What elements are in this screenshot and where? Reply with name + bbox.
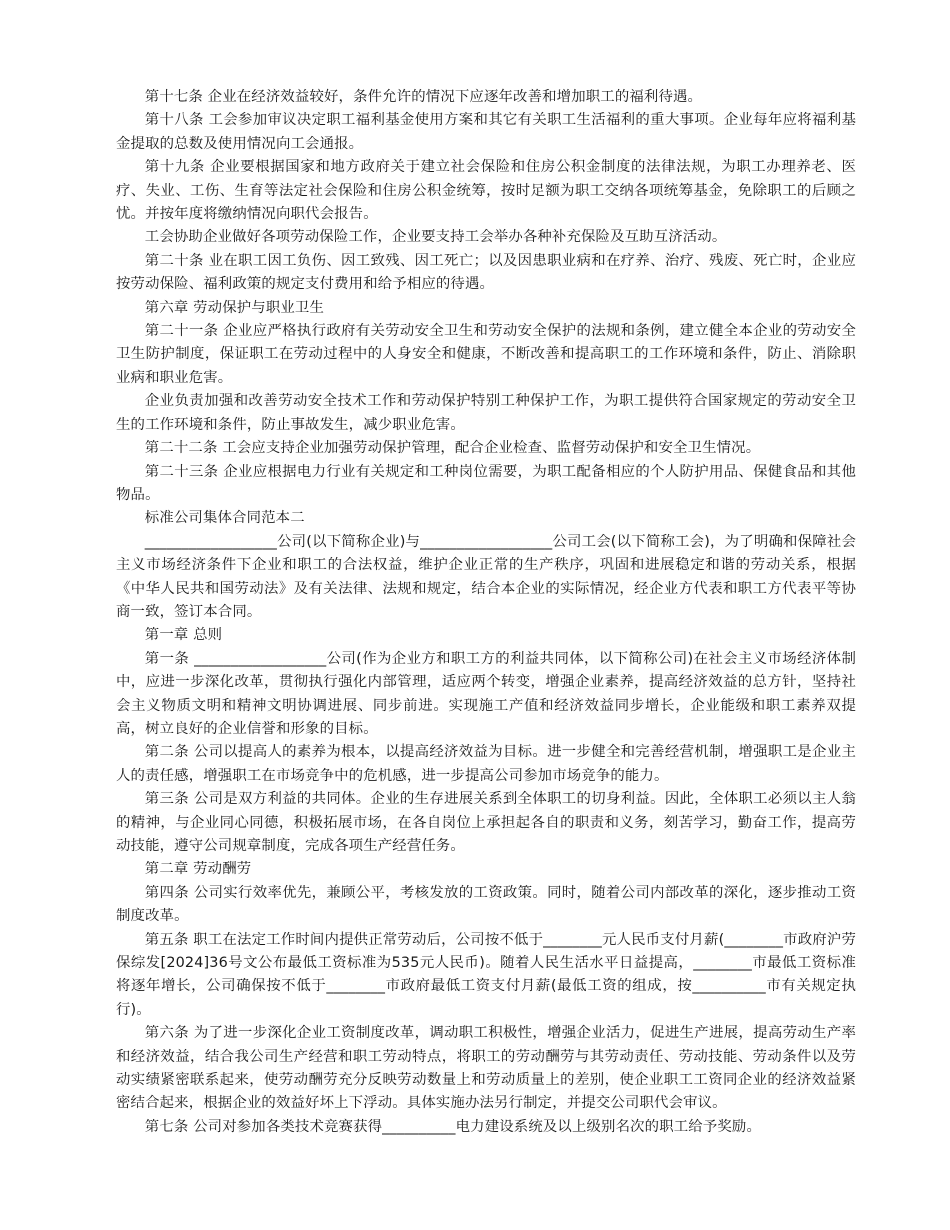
article-5: 第五条 职工在法定工作时间内提供正常劳动后，公司按不低于________元人民币支付月薪(________市政府沪劳保综发[2024]36号文公布最低工资标准为535元人民币)。随着人民生活水平日益提高，________市最低工资标准将逐年增长，公司确保按不低于________市政府最低工资支付月薪(最低工资的组成，按__________市有关规定执行)。 [116, 931, 856, 1018]
clause-19-supplement: 工会协助企业做好各项劳动保险工作，企业要支持工会举办各种补充保险及互助互济活动。 [144, 229, 727, 246]
clause-21-supplement: 企业负责加强和改善劳动安全技术工作和劳动保护特别工种保护工作，为职工提供符合国家规定的劳动安全卫生的工作环境和条件，防止事故发生，减少职业危害。 [116, 393, 856, 433]
article-3: 第三条 公司是双方利益的共同体。企业的生存进展关系到全体职工的切身利益。因此，全体职工必须以主人翁的精神，与企业同心同德，积极拓展市场，在各自岗位上承担起各自的职责和义务，刻苦学习，勤奋工作，提高劳动技能，遵守公司规章制度，完成各项生产经营任务。 [116, 791, 856, 854]
article-2: 第二条 公司以提高人的素养为根本，以提高经济效益为目标。进一步健全和完善经营机制，增强职工是企业主人的责任感，增强职工在市场竞争中的危机感，进一步提高公司参加市场竞争的能力。 [116, 744, 856, 784]
chapter-6-heading: 第六章 劳动保护与职业卫生 [144, 299, 325, 316]
chapter-2-heading: 第二章 劳动酬劳 [144, 861, 252, 878]
clause-17: 第十七条 企业在经济效益较好，条件允许的情况下应逐年改善和增加职工的福利待遇。 [144, 89, 703, 105]
chapter-1-heading: 第一章 总则 [144, 627, 223, 644]
clause-23: 第二十三条 企业应根据电力行业有关规定和工种岗位需要，为职工配备相应的个人防护用品、保健食品和其他物品。 [116, 463, 856, 503]
clause-19: 第十九条 企业要根据国家和地方政府关于建立社会保险和住房公积金制度的法律法规，为职工办理养老、医疗、失业、工伤、生育等法定社会保险和住房公积金统筹，按时足额为职工交纳各项统筹基金，免除职工的后顾之忧。并按年度将缴纳情况向职代会报告。 [116, 159, 856, 223]
article-4: 第四条 公司实行效率优先，兼顾公平，考核发放的工资政策。同时，随着公司内部改革的深化，逐步推动工资制度改革。 [116, 884, 856, 925]
clause-22: 第二十二条 工会应支持企业加强劳动保护管理，配合企业检查、监督劳动保护和安全卫生情况。 [144, 440, 761, 457]
article-6: 第六条 为了进一步深化企业工资制度改革，调动职工积极性，增强企业活力，促进生产进展，提高劳动生产率和经济效益，结合我公司生产经营和职工劳动特点，将职工的劳动酬劳与其劳动责任、劳动技能、劳动条件以及劳动实绩紧密联系起来，使劳动酬劳充分反映劳动数量上和劳动质量上的差别，使企业职工工资同企业的经济效益紧密结合起来，根据企业的效益好坏上下浮动。具体实施办法另行制定，并提交公司职代会审议。 [116, 1025, 856, 1112]
clause-21: 第二十一条 企业应严格执行政府有关劳动安全卫生和劳动安全保护的法规和条例，建立健全本企业的劳动安全卫生防护制度，保证职工在劳动过程中的人身安全和健康，不断改善和提高职工的工作环境和条件，防止、消除职业病和职业危害。 [116, 323, 856, 386]
clause-20: 第二十条 业在职工因工负伤、因工致残、因工死亡；以及因患职业病和在疗养、治疗、残废、死亡时，企业应按劳动保险、福利政策的规定支付费用和给予相应的待遇。 [116, 252, 856, 293]
preamble: __________________公司(以下简称企业)与__________________公司工会(以下简称工会)，为了明确和保障社会主义市场经济条件下企业和职工的合法权益，维护企业正常的生产秩序，巩固和进展稳定和谐的劳动关系，根据《中华人民共和国劳动法》及有关法律、法规和规定，结合本企业的实际情况，经企业方代表和职工方代表平等协商一致，签订本合同。 [116, 533, 856, 620]
article-1: 第一条 __________________公司(作为企业方和职工方的利益共同体，以下简称公司)在社会主义市场经济体制中，应进一步深化改革，贯彻执行强化内部管理，适应两个转变，增强企业素养，提高经济效益的总方针，坚持社会主义物质文明和精神文明协调进展、同步前进。实现施工产值和经济效益同步增长，企业能级和职工素养双提高，树立良好的企业信誉和形象的目标。 [116, 650, 856, 737]
document-page [116, 86, 856, 1139]
template-2-title: 标准公司集体合同范本二 [144, 510, 305, 527]
article-7: 第七条 公司对参加各类技术竞赛获得__________电力建设系统及以上级别名次的职工给予奖励。 [144, 1118, 761, 1135]
clause-18: 第十八条 工会参加审议决定职工福利基金使用方案和其它有关职工生活福利的重大事项。企业每年应将福利基金提取的总数及使用情况向工会通报。 [116, 112, 856, 152]
